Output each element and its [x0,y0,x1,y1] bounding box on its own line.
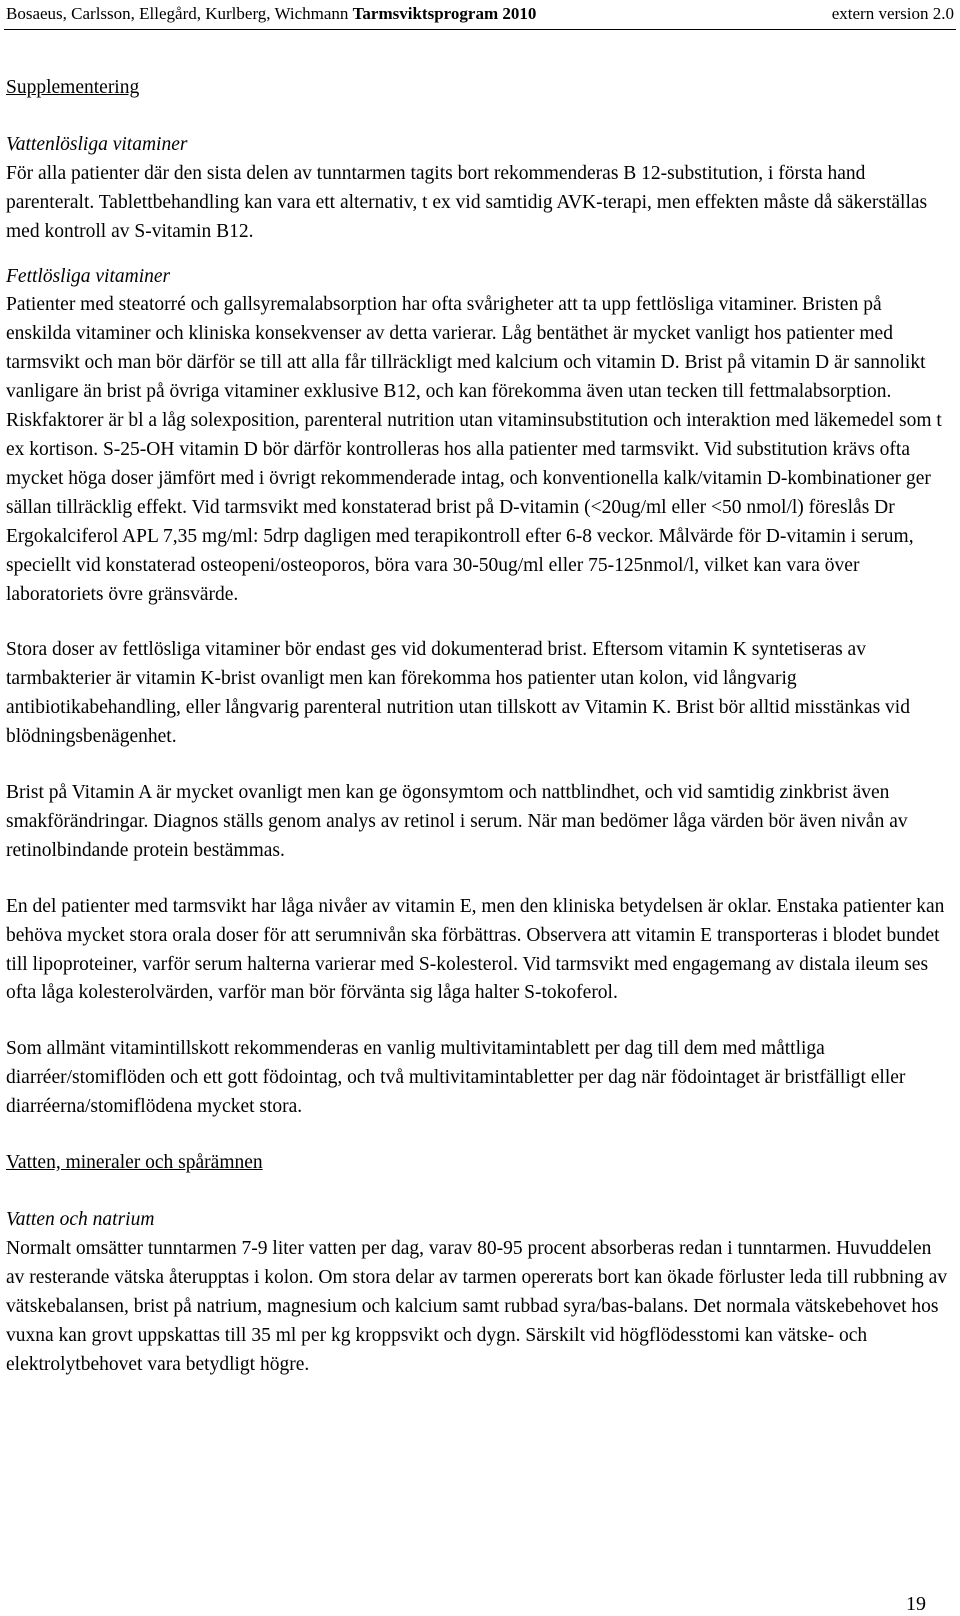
spacer [6,247,950,263]
paragraph-vitamin-a: Brist på Vitamin A är mycket ovanligt men kan ge ögonsymtom och nattblindhet, och vid samtidig zinkbrist även smakförändringar. Diagnos ställs genom analys av retinol i serum. När man bedömer låga värden bör även nivån av retinolbindande protein bestämmas. [6,782,908,861]
paragraph-vitamin-e: En del patienter med tarmsvikt har låga nivåer av vitamin E, men den kliniska betydelsen är oklar. Enstaka patienter kan behöva mycket stora orala doser för att serumnivån ska förbättras. Observera att vitamin E transporteras i blodet bundet till lipoproteiner, varför serum halterna varierar med S-kolesterol. Vid tarmsvikt med engagemang av distala ileum ses ofta låga kolesterolvärden, varför man bör förvänta sig låga halter S-tokoferol. [6,895,945,1004]
header-authors: Bosaeus, Carlsson, Ellegård, Kurlberg, Wichmann [6,4,349,23]
spacer [6,103,950,131]
header-version: extern version 2.0 [831,4,954,23]
document-body [6,74,950,1379]
header-left [6,4,536,24]
spacer [6,752,950,779]
subheading-water-soluble: Vattenlösliga vitaminer [6,133,188,155]
header-divider [4,29,956,30]
section-title-water-minerals: Vatten, mineraler och spårämnen [6,1152,263,1174]
spacer [6,1122,950,1149]
header-program: Tarmsviktsprogram 2010 [352,4,537,23]
paragraph-multivitamin: Som allmänt vitamintillskott rekommenderas en vanlig multivitamintablett per dag till dem med måttliga diarréer/stomiflöden och ett gott födointag, och två multivitamintabletter per dag när födointaget är bristfälligt eller diarréerna/stomiflödena mycket stora. [6,1038,906,1118]
paragraph-fat-soluble: Patienter med steatorré och gallsyremalabsorption har ofta svårigheter att ta upp fettlösliga vitaminer. Bristen på enskilda vitaminer och kliniska konsekvenser av detta varierar. Låg bentäthet är mycket vanligt hos patienter med tarmsvikt och man bör därför se till att alla får tillräckligt med kalcium och vitamin D. Brist på vitamin D är sannolikt vanligare än brist på övriga vitaminer exklusive B12, och kan förekomma även utan tecken till fettmalabsorption. Riskfaktorer är bl a låg solexposition, parenteral nutrition utan vitaminsubstitution och interaktion med läkemedel som t ex kortison. S-25-OH vitamin D bör därför kontrolleras hos alla patienter med tarmsvikt. Vid substitution krävs ofta mycket höga doser jämfört med i övrigt rekommenderade intag, och konventionella kalk/vitamin D-kombinationer ger sällan tillräcklig effekt. Vid tarmsvikt med konstaterad brist på D-vitamin (<20ug/ml eller <50 nmol/l) föreslås Dr Ergokalciferol APL 7,35 mg/ml: 5drp dagligen med terapikontroll efter 6-8 veckor. Målvärde för D-vitamin i serum, speciellt vid konstaterad osteopeni/osteoporos, böra vara 30-50ug/ml eller 75-125nmol/l, vilket kan vara över laboratoriets övre gränsvärde. [6,294,942,605]
page-header [6,4,954,24]
spacer [6,1178,950,1206]
subheading-water-sodium: Vatten och natrium [6,1209,155,1230]
section-title-supplementation: Supplementering [6,77,140,98]
paragraph-water-sodium: Normalt omsätter tunntarmen 7-9 liter vatten per dag, varav 80-95 procent absorberas redan i tunntarmen. Huvuddelen av resterande vätska återupptas i kolon. Om stora delar av tarmen opererats bort kan ökade förluster leda till rubbning av vätskebalansen, brist på natrium, magnesium och kalcium samt rubbad syra/bas-balans. Det normala vätskebehovet hos vuxna kan grovt uppskattas till 35 ml per kg kroppsvikt och dygn. Särskilt vid högflödesstomi kan vätske- och elektrolytbehovet vara betydligt högre. [6,1237,948,1375]
paragraph-vitamin-k: Stora doser av fettlösliga vitaminer bör endast ges vid dokumenterad brist. Eftersom vitamin K syntetiseras av tarmbakterier är vitamin K-brist ovanligt men kan förekomma hos patienter utan kolon, vid långvarig antibiotikabehandling, eller långvarig parenteral nutrition utan tillskott av Vitamin K. Brist bör alltid misstänkas vid blödningsbenägenhet. [6,639,910,748]
spacer [6,1008,950,1035]
spacer [6,609,950,636]
paragraph-water-soluble: För alla patienter där den sista delen av tunntarmen tagits bort rekommenderas B 12-substitution, i första hand parenteralt. Tablettbehandling kan vara ett alternativ, t ex vid samtidig AVK-terapi, men effekten måste då säkerställas med kontroll av S-vitamin B12. [6,162,928,242]
subheading-fat-soluble: Fettlösliga vitaminer [6,265,171,287]
spacer [6,866,950,893]
page-number: 19 [906,1593,926,1615]
